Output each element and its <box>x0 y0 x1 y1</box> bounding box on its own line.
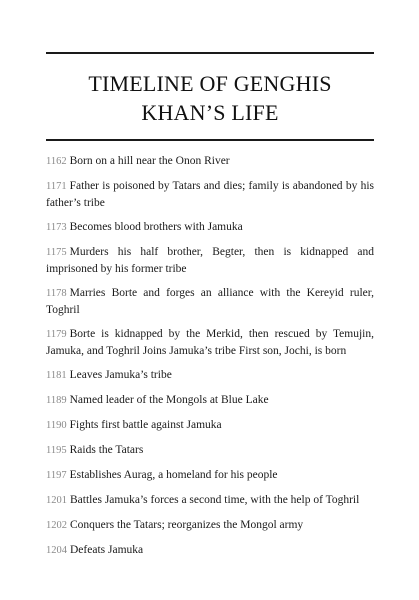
timeline-entry <box>46 492 374 509</box>
entry-text: Borte is kidnapped by the Merkid, then rescued by Temujin, Jamuka, and Toghril Joins Jamuka’s tribe First son, Jochi, is born <box>46 328 374 357</box>
timeline-entry <box>46 392 374 409</box>
entry-text: Born on a hill near the Onon River <box>69 155 230 167</box>
page-title <box>46 69 374 127</box>
title-line-2: KHAN’S LIFE <box>141 100 279 125</box>
entry-text: Defeats Jamuka <box>70 544 144 556</box>
entry-year: 1162 <box>46 156 67 167</box>
timeline-entry <box>46 417 374 434</box>
entry-text: Marries Borte and forges an alliance with the Kereyid ruler, Toghril <box>46 287 374 316</box>
timeline-entry <box>46 285 374 318</box>
entry-year: 1204 <box>46 545 67 556</box>
entry-year: 1171 <box>46 181 67 192</box>
entry-year: 1201 <box>46 495 67 506</box>
entry-text: Becomes blood brothers with Jamuka <box>69 221 243 233</box>
timeline-entry <box>46 219 374 236</box>
timeline-entry <box>46 542 374 559</box>
entry-text: Establishes Aurag, a homeland for his people <box>69 469 278 481</box>
entry-year: 1173 <box>46 222 67 233</box>
timeline-entry <box>46 178 374 211</box>
timeline-list <box>46 153 374 559</box>
timeline-page <box>46 52 374 567</box>
title-rule <box>46 139 374 141</box>
entry-text: Named leader of the Mongols at Blue Lake <box>69 394 269 406</box>
timeline-entry <box>46 244 374 277</box>
entry-year: 1175 <box>46 247 67 258</box>
timeline-entry <box>46 442 374 459</box>
title-line-1: TIMELINE OF GENGHIS <box>88 71 332 96</box>
entry-text: Leaves Jamuka’s tribe <box>69 369 172 381</box>
entry-text: Conquers the Tatars; reorganizes the Mongol army <box>70 519 304 531</box>
entry-year: 1195 <box>46 445 67 456</box>
entry-year: 1179 <box>46 329 67 340</box>
top-rule <box>46 52 374 54</box>
entry-text: Raids the Tatars <box>69 444 144 456</box>
timeline-entry <box>46 517 374 534</box>
timeline-entry <box>46 326 374 359</box>
entry-year: 1178 <box>46 288 67 299</box>
entry-year: 1190 <box>46 420 67 431</box>
entry-text: Battles Jamuka’s forces a second time, with the help of Toghril <box>70 494 360 506</box>
entry-year: 1202 <box>46 520 67 531</box>
entry-text: Father is poisoned by Tatars and dies; family is abandoned by his father’s tribe <box>46 180 374 209</box>
entry-text: Fights first battle against Jamuka <box>69 419 222 431</box>
timeline-entry <box>46 153 374 170</box>
entry-year: 1189 <box>46 395 67 406</box>
entry-text: Murders his half brother, Begter, then is kidnapped and imprisoned by his former tribe <box>46 246 374 275</box>
entry-year: 1197 <box>46 470 67 481</box>
timeline-entry <box>46 367 374 384</box>
entry-year: 1181 <box>46 370 67 381</box>
timeline-entry <box>46 467 374 484</box>
